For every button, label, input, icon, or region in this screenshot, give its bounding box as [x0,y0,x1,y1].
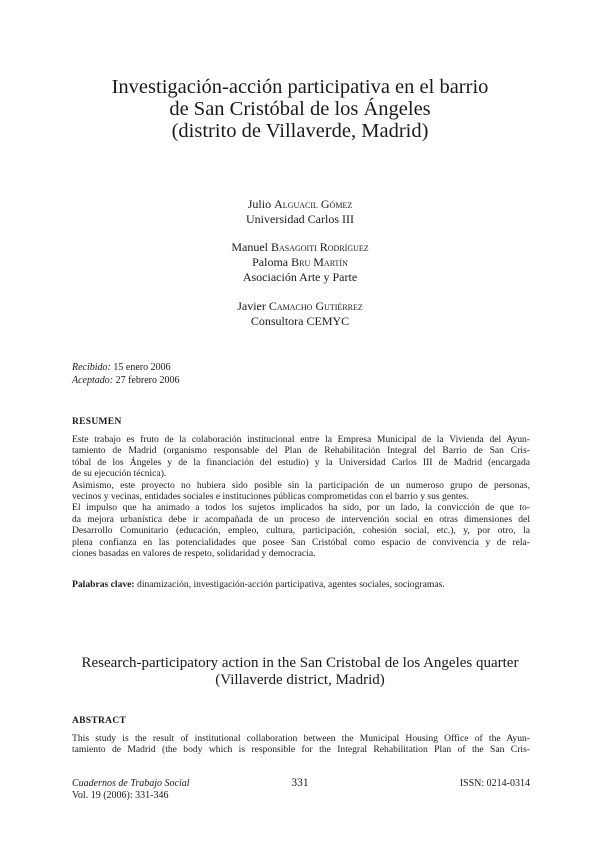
resumen-line: da mejora urbanística debe ir acompañada de un proceso de intervención social en otras dimensiones del [72,513,530,525]
author-name: Paloma Bru Martín [252,255,348,269]
resumen-heading: RESUMEN [72,417,122,427]
author-affiliation: Consultora CEMYC [250,314,350,328]
page-number: 331 [291,777,309,789]
title-line-3: (distrito de Villaverde, Madrid) [171,120,429,142]
issn: ISSN: 0214-0314 [459,778,530,789]
resumen-line: ciones basadas en valores de respeto, solidaridad y democracia. [72,548,316,560]
keywords-text: dinamización, investigación-acción participativa, agentes sociales, sociogramas. [134,579,445,590]
resumen-line: Este trabajo es fruto de la colaboración institucional entre la Empresa Municipal de la Vivienda del Ayun- [72,434,530,445]
resumen-line: vecinos y vecinas, entidades sociales e instituciones públicas comprometidas con el barrio y sus gentes. [72,491,469,503]
journal-volume: Vol. 19 (2006): 331-346 [72,790,169,801]
abstract-heading: ABSTRACT [72,716,127,726]
abstract-body [72,733,530,756]
resumen-line: tóbal de los Ángeles y de la financiación del estudio) y la Universidad Carlos III de Madrid (encargada [72,456,530,468]
abstract-line: This study is the result of institutional collaboration between the Municipal Housing Office of the Ayun- [72,733,530,744]
title-line-1: Investigación-acción participativa en el barrio [111,76,489,98]
accepted-date: Aceptado: 27 febrero 2006 [72,374,180,386]
abstract-line: tamiento de Madrid (the body which is responsible for the Integral Rehabilitation Plan of the San Cris- [72,744,530,756]
english-title [40,655,560,689]
paper-title [40,76,560,142]
author-name: Manuel Basagoiti Rodríguez [231,240,369,254]
received-date: Recibido: 15 enero 2006 [72,362,171,373]
author-block-2 [100,240,500,285]
resumen-line: El impulso que ha animado a todos los sujetos implicados ha sido, por un lado, la convicción de que to- [72,502,530,514]
author-name: Javier Camacho Gutiérrez [237,299,363,313]
resumen-line: de su ejecución técnica). [72,468,167,480]
author-block-1 [100,197,500,227]
resumen-line: Desarrollo Comunitario (educación, empleo, cultura, participación, cohesión social, etc.), y, por otro, la [72,525,530,537]
title-line-2: de San Cristóbal de los Ángeles [169,98,431,120]
author-name: Julio Alguacil Gómez [247,197,353,211]
author-affiliation: Universidad Carlos III [246,212,354,226]
keywords-label: Palabras clave: [72,579,135,590]
resumen-line: Asimismo, este proyecto no hubiera sido posible sin la participación de un numeroso grupo de personas, [72,479,530,491]
author-affiliation: Asociación Arte y Parte [242,270,358,284]
article-dates [72,362,179,387]
resumen-line: tamiento de Madrid (organismo responsable del Plan de Rehabilitación Integral del Barrio de San Cris- [72,445,530,457]
journal-info [72,778,190,802]
author-block-3 [100,299,500,329]
resumen-line: plena confianza en las potencialidades que posee San Cristóbal como espacio de convivencia y de rela- [72,536,530,548]
resumen-body [72,434,530,559]
english-title-line-2: (Villaverde district, Madrid) [215,672,385,688]
english-title-line-1: Research-participatory action in the San Cristobal de los Angeles quarter [81,655,519,671]
journal-name: Cuadernos de Trabajo Social [72,778,190,789]
keywords [72,579,530,590]
